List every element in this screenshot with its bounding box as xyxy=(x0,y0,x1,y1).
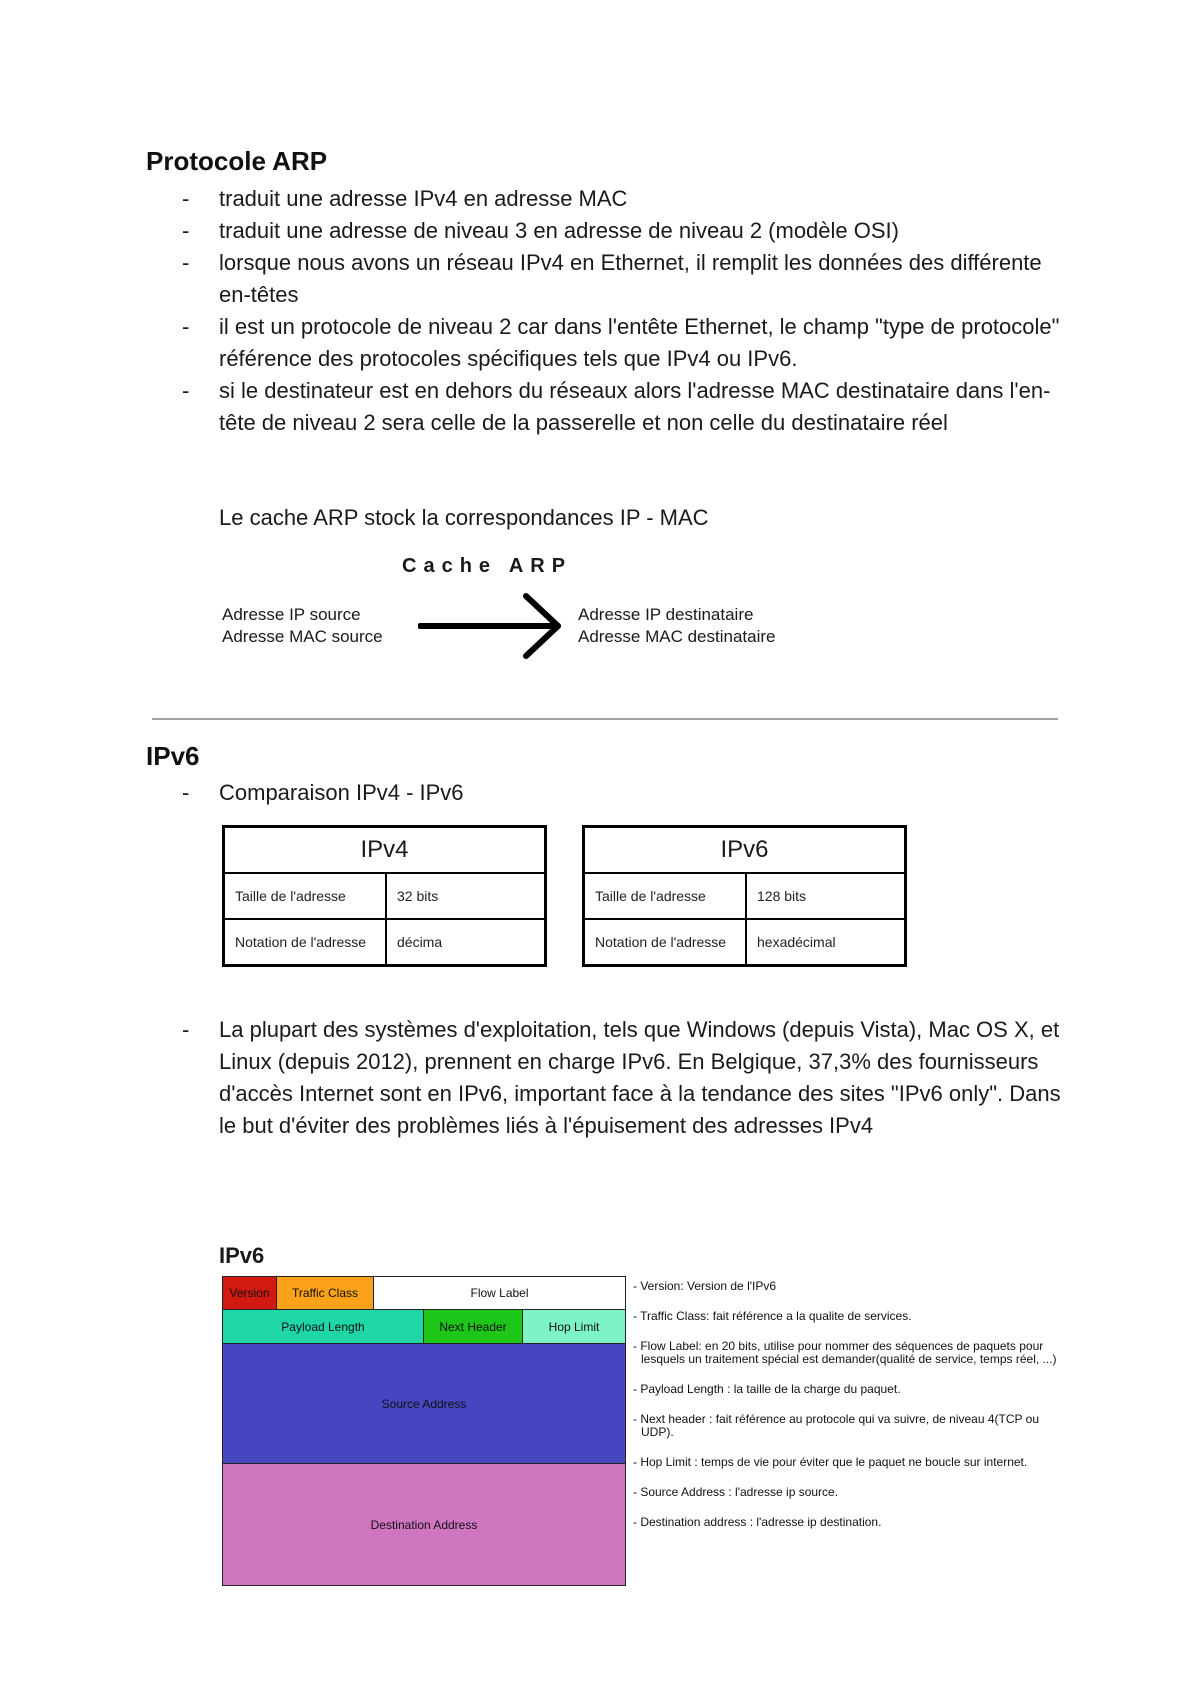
legend-item: - Next header : fait référence au protocole qui va suivre, de niveau 4(TCP ou UDP). xyxy=(633,1412,1040,1439)
table-row xyxy=(584,919,906,966)
legend-item: - Hop Limit : temps de vie pour éviter que le paquet ne boucle sur internet. xyxy=(633,1455,1028,1469)
table-cell: Notation de l'adresse xyxy=(584,919,747,966)
ipv6-adoption-list xyxy=(146,1014,1066,1142)
ipv6-table-title: IPv6 xyxy=(584,827,906,874)
table-cell: 32 bits xyxy=(386,873,546,919)
field-destination-address: Destination Address xyxy=(222,1463,626,1586)
field-flow-label: Flow Label xyxy=(373,1276,626,1310)
list-item: - La plupart des systèmes d'exploitation, tels que Windows (depuis Vista), Mac OS X, et Linux (depuis 2012), prennent en charge IPv6. En Belgique, 37,3% des fournisseurs d'accès Internet sont en IPv6, important face à la tendance des sites "IPv6 only". Dans le but d'éviter des problèmes liés à l'épuisement des adresses IPv4 xyxy=(182,1017,1061,1138)
list-item: - si le destinateur est en dehors du réseaux alors l'adresse MAC destinataire dans l'en-tête de niveau 2 sera celle de la passerelle et non celle du destinataire réel xyxy=(182,378,1051,435)
legend-item: - Source Address : l'adresse ip source. xyxy=(633,1485,839,1499)
ipv6-header-title: IPv6 xyxy=(219,1243,265,1268)
arp-bullet-list xyxy=(146,183,1066,439)
field-payload-length: Payload Length xyxy=(222,1309,424,1344)
table-cell: Taille de l'adresse xyxy=(584,873,747,919)
ipv6-bullet-list xyxy=(146,777,1066,809)
ipv6-table xyxy=(582,825,907,967)
field-version: Version xyxy=(222,1276,277,1310)
arp-dest-mac: Adresse MAC destinataire xyxy=(578,627,776,646)
ipv6-header-legend xyxy=(633,1280,1073,1546)
legend-item: - Flow Label: en 20 bits, utilise pour nommer des séquences de paquets pour lesquels un traitement spécial est demander(qualité de service, temps réel, ...) xyxy=(633,1339,1057,1366)
arp-cache-note: Le cache ARP stock la correspondances IP - MAC xyxy=(219,505,709,530)
field-source-address: Source Address xyxy=(222,1343,626,1464)
arp-heading: Protocole ARP xyxy=(146,146,328,176)
field-hop-limit: Hop Limit xyxy=(522,1309,626,1344)
arp-cache-title: Cache ARP xyxy=(402,555,573,577)
table-cell: 128 bits xyxy=(746,873,906,919)
field-next-header: Next Header xyxy=(423,1309,523,1344)
arp-source-mac: Adresse MAC source xyxy=(222,627,383,646)
table-cell: hexadécimal xyxy=(746,919,906,966)
arrow-right-icon xyxy=(418,592,568,662)
legend-item: - Destination address : l'adresse ip destination. xyxy=(633,1515,882,1529)
list-item: - traduit une adresse de niveau 3 en adresse de niveau 2 (modèle OSI) xyxy=(182,218,899,243)
list-item: - traduit une adresse IPv4 en adresse MAC xyxy=(182,186,628,211)
table-cell: Taille de l'adresse xyxy=(224,873,387,919)
list-item: - il est un protocole de niveau 2 car dans l'entête Ethernet, le champ "type de protocole" référence des protocoles spécifiques tels que IPv4 ou IPv6. xyxy=(182,314,1060,371)
ipv4-table xyxy=(222,825,547,967)
arp-source-ip: Adresse IP source xyxy=(222,605,361,624)
field-traffic-class: Traffic Class xyxy=(276,1276,374,1310)
arp-dest-labels xyxy=(578,604,775,648)
arp-dest-ip: Adresse IP destinataire xyxy=(578,605,754,624)
ipv6-heading: IPv6 xyxy=(146,741,200,771)
table-cell: Notation de l'adresse xyxy=(224,919,387,966)
legend-item: - Traffic Class: fait référence a la qualite de services. xyxy=(633,1309,912,1323)
table-row xyxy=(224,919,546,966)
table-cell: décima xyxy=(386,919,546,966)
table-row xyxy=(224,873,546,919)
ipv4-table-title: IPv4 xyxy=(224,827,546,874)
list-item: - Comparaison IPv4 - IPv6 xyxy=(182,780,464,805)
legend-item: - Version: Version de l'IPv6 xyxy=(633,1279,777,1293)
arp-source-labels xyxy=(222,604,383,648)
list-item: - lorsque nous avons un réseau IPv4 en Ethernet, il remplit les données des différente en-têtes xyxy=(182,250,1042,307)
legend-item: - Payload Length : la taille de la charge du paquet. xyxy=(633,1382,901,1396)
table-row xyxy=(584,873,906,919)
section-divider xyxy=(152,718,1058,720)
